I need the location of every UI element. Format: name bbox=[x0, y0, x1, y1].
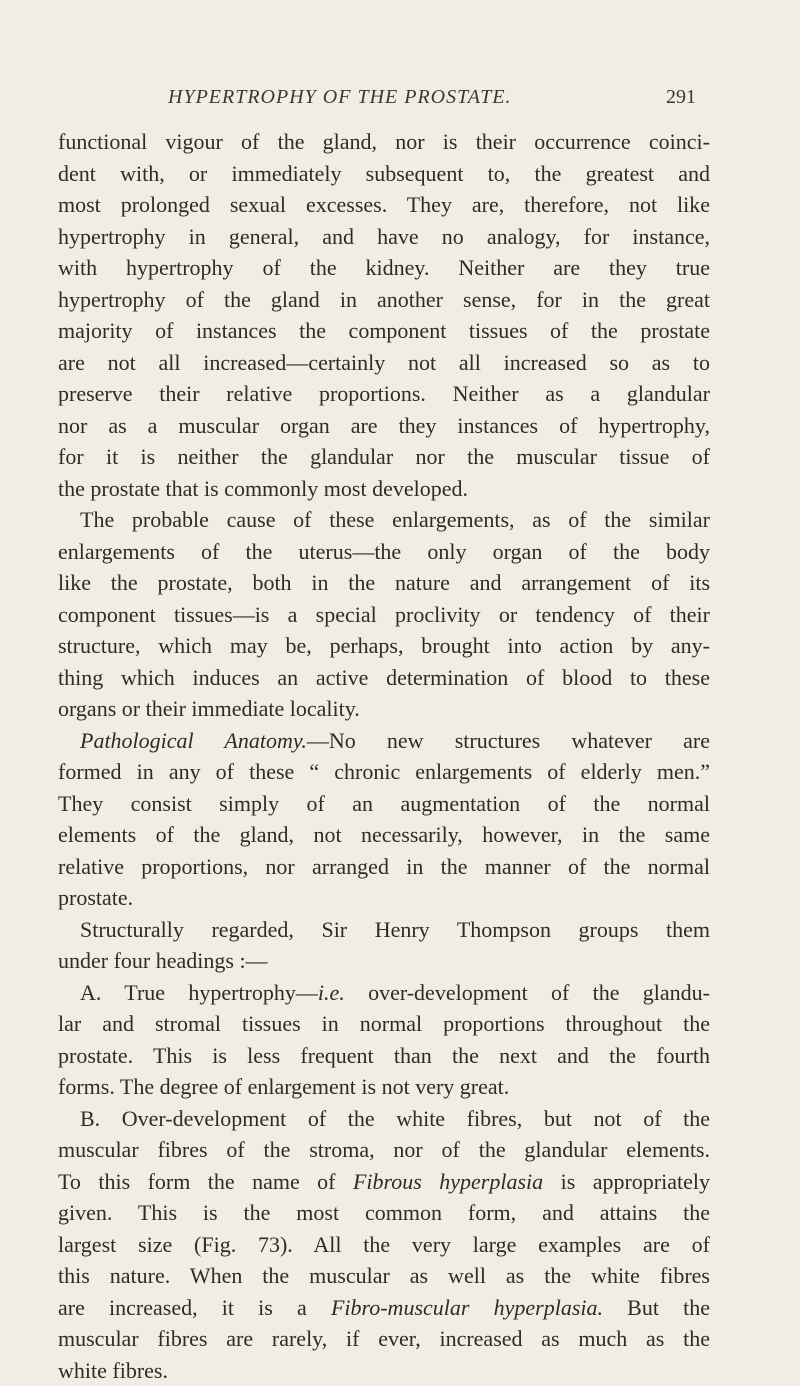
line-text: preserve their relative proportions. Neither as a glandular bbox=[58, 381, 710, 406]
line-text: Structurally regarded, Sir Henry Thompson groups them bbox=[80, 917, 710, 942]
line-text: under four headings :— bbox=[58, 948, 268, 973]
line-text: B. Over-development of the white fibres, but not of the bbox=[80, 1106, 710, 1131]
text-line bbox=[58, 945, 710, 977]
line-text: muscular fibres of the stroma, nor of the glandular elements. bbox=[58, 1137, 710, 1162]
text-line bbox=[58, 662, 710, 694]
text-line bbox=[58, 1166, 710, 1198]
line-text: elements of the gland, not necessarily, however, in the same bbox=[58, 822, 710, 847]
text-line bbox=[58, 284, 710, 316]
text-line bbox=[58, 536, 710, 568]
text-line bbox=[58, 977, 710, 1009]
text-line bbox=[58, 1197, 710, 1229]
text-line bbox=[58, 221, 710, 253]
line-text: hypertrophy of the gland in another sense, for in the great bbox=[58, 287, 710, 312]
text-line bbox=[58, 630, 710, 662]
line-text: with hypertrophy of the kidney. Neither are they true bbox=[58, 255, 710, 280]
text-line bbox=[58, 693, 710, 725]
text-line bbox=[58, 441, 710, 473]
text-line bbox=[58, 315, 710, 347]
line-text: lar and stromal tissues in normal proportions throughout the bbox=[58, 1011, 710, 1036]
line-text: relative proportions, nor arranged in the manner of the normal bbox=[58, 854, 710, 879]
text-line bbox=[58, 756, 710, 788]
text-line bbox=[58, 1071, 710, 1103]
text-line bbox=[58, 914, 710, 946]
text-line bbox=[58, 599, 710, 631]
text-line bbox=[58, 1229, 710, 1261]
line-text: They consist simply of an augmentation of the normal bbox=[58, 791, 710, 816]
line-text: nor as a muscular organ are they instances of hypertrophy, bbox=[58, 413, 710, 438]
italic-term: Fibro-muscular hyperplasia. bbox=[331, 1295, 603, 1320]
text-line bbox=[58, 725, 710, 757]
line-text: The probable cause of these enlargements, as of the similar bbox=[80, 507, 710, 532]
text-line bbox=[58, 1292, 710, 1324]
text-line bbox=[58, 819, 710, 851]
line-text: —No new structures whatever are bbox=[307, 728, 710, 753]
text-line bbox=[58, 410, 710, 442]
line-text: To this form the name of bbox=[58, 1169, 353, 1194]
line-text: this nature. When the muscular as well as the white fibres bbox=[58, 1263, 710, 1288]
line-text-continued: is appropriately bbox=[543, 1169, 710, 1194]
text-line bbox=[58, 504, 710, 536]
line-text: dent with, or immediately subsequent to, the greatest and bbox=[58, 161, 710, 186]
line-text: given. This is the most common form, and attains the bbox=[58, 1200, 710, 1225]
line-text: white fibres. bbox=[58, 1358, 168, 1383]
running-title: HYPERTROPHY OF THE PROSTATE. bbox=[168, 86, 628, 109]
line-text: thing which induces an active determination of blood to these bbox=[58, 665, 710, 690]
text-line bbox=[58, 378, 710, 410]
line-text: largest size (Fig. 73). All the very large examples are of bbox=[58, 1232, 710, 1257]
page-number: 291 bbox=[666, 86, 696, 109]
text-line bbox=[58, 189, 710, 221]
text-line bbox=[58, 126, 710, 158]
line-text: structure, which may be, perhaps, brought into action by any- bbox=[58, 633, 710, 658]
line-text: A. True hypertrophy— bbox=[80, 980, 318, 1005]
line-text: enlargements of the uterus—the only organ of the body bbox=[58, 539, 710, 564]
line-text: formed in any of these “ chronic enlargements of elderly men.” bbox=[58, 759, 710, 784]
text-line bbox=[58, 347, 710, 379]
line-text: prostate. bbox=[58, 885, 133, 910]
body-text bbox=[58, 126, 710, 1386]
line-text: the prostate that is commonly most developed. bbox=[58, 476, 468, 501]
text-line bbox=[58, 1355, 710, 1386]
line-text: most prolonged sexual excesses. They are, therefore, not like bbox=[58, 192, 710, 217]
text-line bbox=[58, 1260, 710, 1292]
italic-term: Fibrous hyperplasia bbox=[353, 1169, 543, 1194]
line-text: component tissues—is a special proclivity or tendency of their bbox=[58, 602, 710, 627]
line-text: majority of instances the component tissues of the prostate bbox=[58, 318, 710, 343]
text-line bbox=[58, 1040, 710, 1072]
text-line bbox=[58, 158, 710, 190]
text-line bbox=[58, 252, 710, 284]
text-line bbox=[58, 1134, 710, 1166]
line-text: are not all increased—certainly not all increased so as to bbox=[58, 350, 710, 375]
line-text: functional vigour of the gland, nor is their occurrence coinci- bbox=[58, 129, 710, 154]
italic-heading: Pathological Anatomy. bbox=[80, 728, 307, 753]
italic-term: i.e. bbox=[318, 980, 345, 1005]
line-text-continued: But the bbox=[603, 1295, 710, 1320]
line-text: muscular fibres are rarely, if ever, increased as much as the bbox=[58, 1326, 710, 1351]
text-line bbox=[58, 1008, 710, 1040]
text-line bbox=[58, 851, 710, 883]
text-line bbox=[58, 1103, 710, 1135]
text-line bbox=[58, 788, 710, 820]
line-text: are increased, it is a bbox=[58, 1295, 331, 1320]
text-line bbox=[58, 567, 710, 599]
text-line bbox=[58, 1323, 710, 1355]
line-text-continued: over-development of the glandu- bbox=[345, 980, 710, 1005]
line-text: for it is neither the glandular nor the muscular tissue of bbox=[58, 444, 710, 469]
line-text: prostate. This is less frequent than the next and the fourth bbox=[58, 1043, 710, 1068]
line-text: hypertrophy in general, and have no analogy, for instance, bbox=[58, 224, 710, 249]
text-line bbox=[58, 882, 710, 914]
text-line bbox=[58, 473, 710, 505]
line-text: organs or their immediate locality. bbox=[58, 696, 360, 721]
line-text: forms. The degree of enlargement is not very great. bbox=[58, 1074, 509, 1099]
line-text: like the prostate, both in the nature and arrangement of its bbox=[58, 570, 710, 595]
